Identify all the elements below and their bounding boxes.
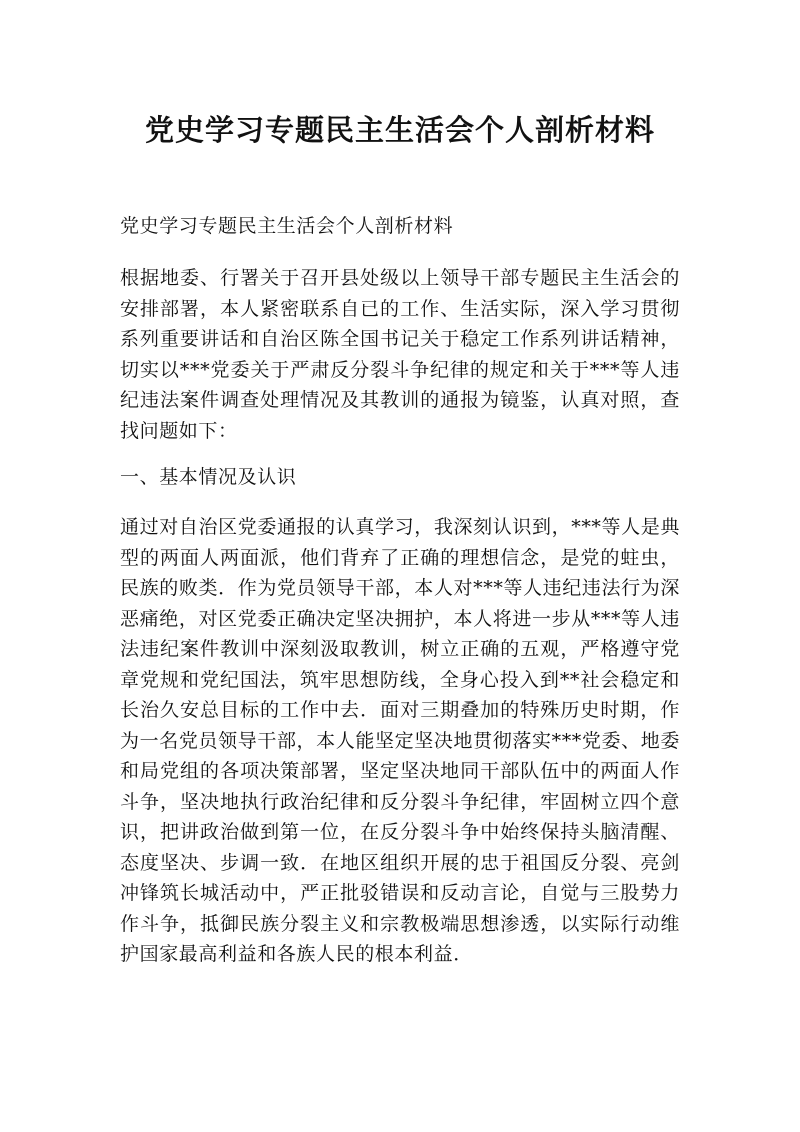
section-heading: 一、基本情况及认识 bbox=[120, 466, 297, 488]
document-title: 党史学习专题民主生活会个人剖析材料 bbox=[144, 113, 655, 147]
intro-paragraph: 根据地委、行署关于召开县处级以上领导干部专题民主生活会的安排部署，本人紧密联系自已的工作、生活实际，深入学习贯彻系列重要讲话和自治区陈全国书记关于稳定工作系列讲话精神，切实以***党委关于严肃反分裂斗争纪律的规定和关于***等人违纪违法案件调查处理情况及其教训的通报为镜鉴，认真对照，查找问题如下： bbox=[120, 267, 680, 442]
document-subtitle: 党史学习专题民主生活会个人剖析材料 bbox=[120, 215, 454, 237]
body-paragraph: 通过对自治区党委通报的认真学习，我深刻认识到，***等人是典型的两面人两面派，他们背弃了正确的理想信念，是党的蛀虫，民族的败类．作为党员领导干部，本人对***等人违纪违法行为深恶痛绝，对区党委正确决定坚决拥护，本人将进一步从***等人违法违纪案件教训中深刻汲取教训，树立正确的五观，严格遵守党章党规和党纪国法，筑牢思想防线，全身心投入到**社会稳定和长治久安总目标的工作中去．面对三期叠加的特殊历史时期，作为一名党员领导干部，本人能坚定坚决地贯彻落实***党委、地委和局党组的各项决策部署，坚定坚决地同干部队伍中的两面人作斗争，坚决地执行政治纪律和反分裂斗争纪律，牢固树立四个意识，把讲政治做到第一位，在反分裂斗争中始终保持头脑清醒、态度坚决、步调一致．在地区组织开展的忠于祖国反分裂、亮剑冲锋筑长城活动中，严正批驳错误和反动言论，自觉与三股势力作斗争，抵御民族分裂主义和宗教极端思想渗透，以实际行动维护国家最高利益和各族人民的根本利益． bbox=[120, 516, 680, 965]
